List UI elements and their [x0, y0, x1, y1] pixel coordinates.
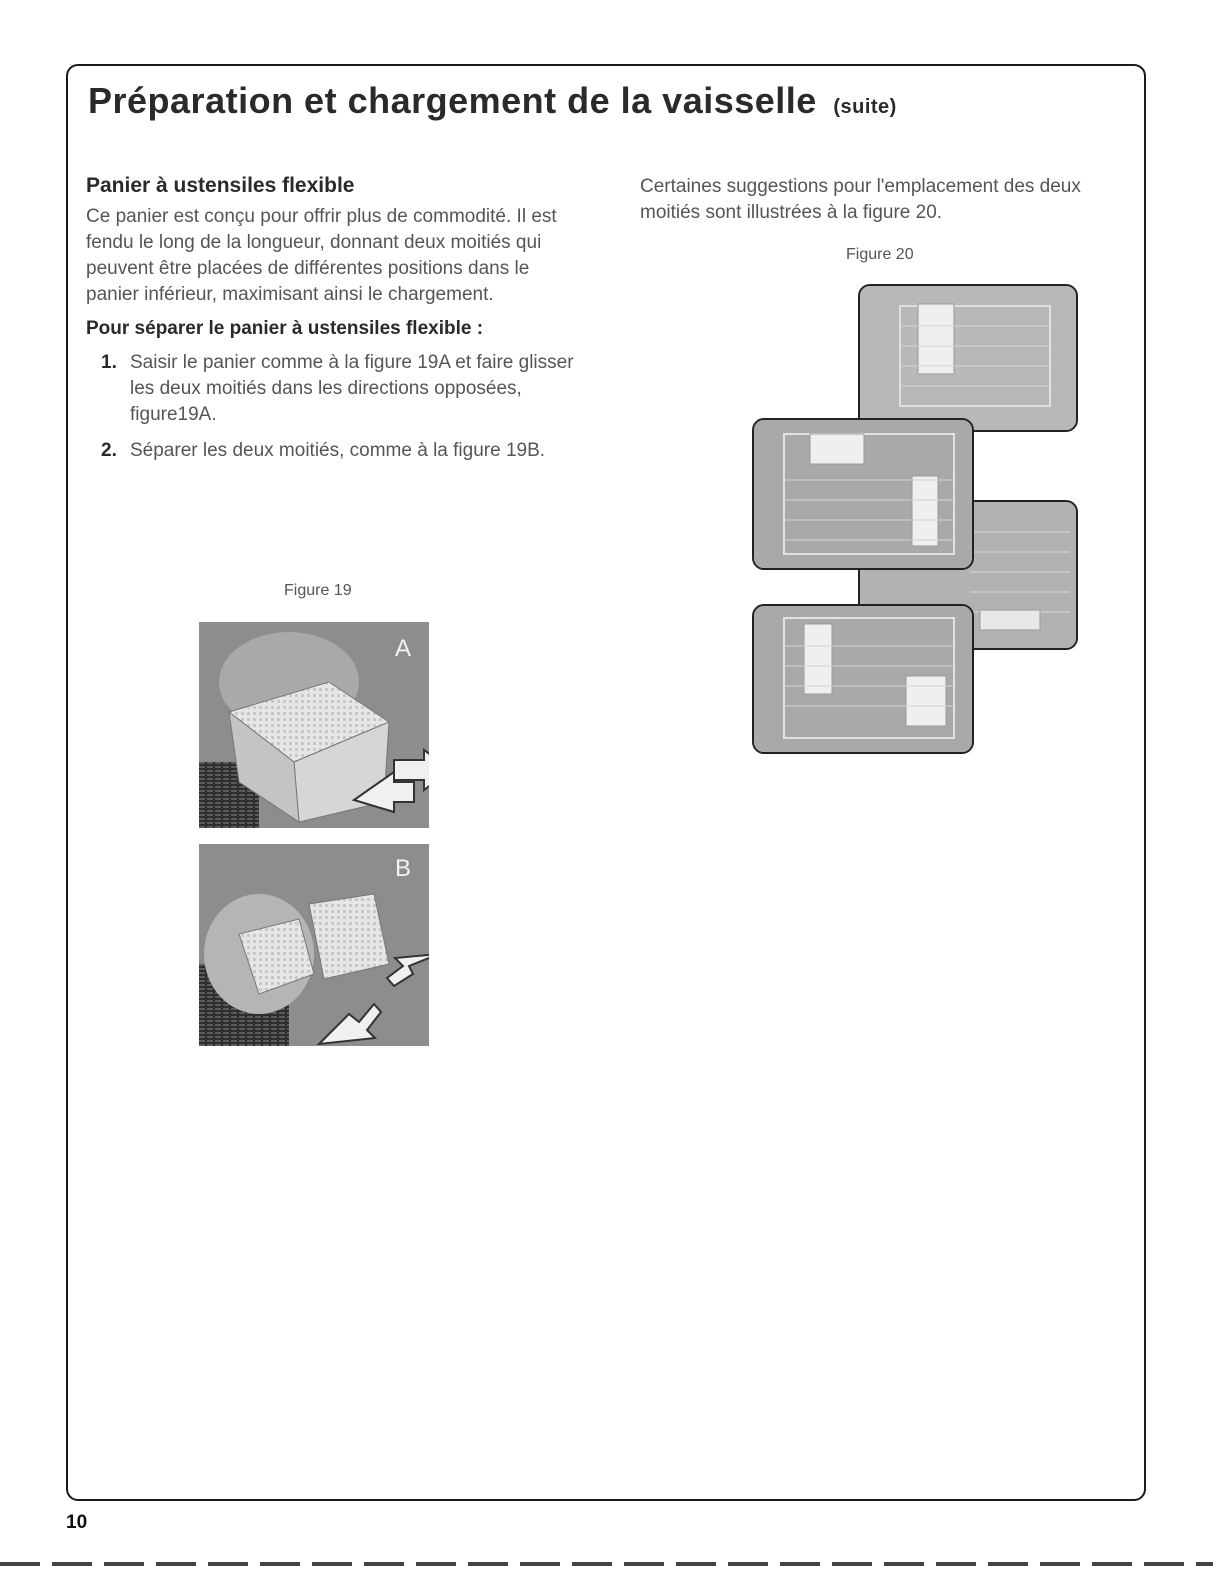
figure-19a-label: A: [395, 635, 412, 662]
bottom-rule: [0, 1562, 1213, 1566]
step-item: [86, 438, 586, 464]
rack-illustration: [754, 420, 972, 568]
step-text: Saisir le panier comme à la figure 19A et faire glisser les deux moitiés dans les directions opposées, figure19A.: [130, 352, 574, 425]
step-text: Séparer les deux moitiés, comme à la figure 19B.: [130, 440, 546, 461]
right-column: [640, 174, 1110, 226]
figure-19-caption: Figure 19: [284, 582, 352, 599]
steps-heading: Pour séparer le panier à ustensiles flexible :: [86, 318, 484, 339]
page-title-suffix: (suite): [833, 96, 897, 118]
step-item: [86, 350, 586, 428]
page-title-text: Préparation et chargement de la vaisselle: [88, 80, 817, 121]
left-column: [86, 174, 586, 474]
page-number: 10: [66, 1512, 88, 1533]
figure-20-intro: Certaines suggestions pour l'emplacement des deux moitiés sont illustrées à la figure 20.: [640, 176, 1081, 223]
figure-20-photo-2: [752, 418, 974, 570]
intro-paragraph: Ce panier est conçu pour offrir plus de commodité. Il est fendu le long de la longueur, donnant deux moitiés qui peuvent être placées de différentes positions dans le panier inférieur, maximisant ainsi le chargement.: [86, 206, 557, 305]
page-title: [88, 80, 897, 122]
figure-20-caption: Figure 20: [846, 246, 914, 263]
rack-illustration: [754, 606, 972, 752]
figure-19a-illustration: [199, 622, 429, 828]
step-number: 2.: [101, 440, 117, 461]
rack-illustration: [860, 286, 1076, 430]
step-number: 1.: [101, 352, 117, 373]
figure-19a-photo: [199, 622, 429, 828]
figure-19b-label: B: [395, 855, 412, 882]
figure-19b-photo: [199, 844, 429, 1046]
figure-20-photo-4: [752, 604, 974, 754]
figure-19b-illustration: [199, 844, 429, 1046]
steps-list: [86, 350, 586, 464]
figure-20-photo-1: [858, 284, 1078, 432]
section-heading: Panier à ustensiles flexible: [86, 174, 355, 197]
